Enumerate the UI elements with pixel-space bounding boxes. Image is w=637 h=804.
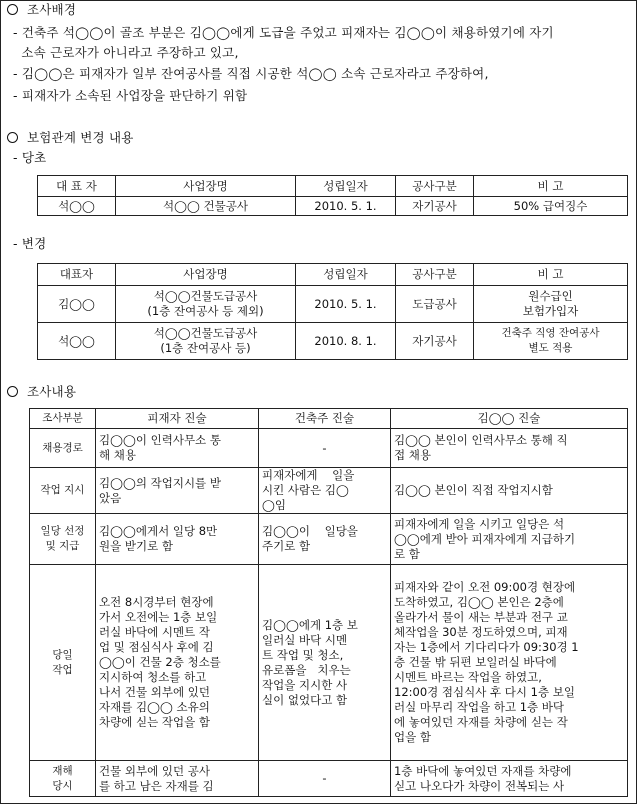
owner-statement-line: 유로폼을 치우는 [262,662,351,677]
kim-statement-line: 업을 함 [394,730,431,744]
cell-row-label [30,565,96,761]
victim-statement-line: 업 및 점심식사 후에 김 [99,640,214,654]
kim-statement-line: 김◯◯ 본인이 인력사무소 통해 직 [394,433,568,447]
cell-kim-statement [391,468,628,514]
remarks-line-2: 보험가입자 [522,304,579,318]
owner-statement-line: 일러실 바닥 시멘 [262,632,348,647]
cell-business-name [116,286,296,323]
owner-statement-line: - [322,440,327,455]
owner-statement-line: 피재자에게 일을 [262,468,355,482]
background-line-4: - 피재자가 소속된 사업장을 판단하기 위함 [13,88,248,103]
owner-statement-line: ◯임 [262,498,286,512]
remarks-line-2: 별도 적용 [528,342,573,354]
row-label-line: 일당 선정 [40,525,85,537]
row-label-line: 작업 [52,663,73,676]
owner-statement-line: 트 작업 및 청소, [262,647,344,662]
table-row [38,286,628,323]
victim-statement-line: 를 하고 남은 자재를 김 [99,778,214,793]
table-header-row [30,409,628,429]
victim-statement-line: 차량에 싣는 작업을 함 [99,715,210,729]
cell-owner-statement [259,565,391,761]
cell-construction-type: 도급공사 [396,286,474,323]
victim-statement-line: 해 채용 [99,448,136,462]
cell-owner-statement [259,514,391,565]
owner-statement-line: 작업을 지시한 사 [262,677,348,692]
cell-remarks: 50% 급여징수 [474,197,628,216]
owner-statement-line: 김◯◯이 일당을 [262,524,358,538]
owner-statement-line: 시킨 사람은 김◯ [262,483,349,497]
cell-victim-statement [96,565,259,761]
kim-statement-line: 에 놓여있던 자재를 차량에 싣는 작 [394,715,568,729]
cell-victim-statement [96,468,259,514]
header-representative: 대 표 자 [38,176,116,197]
row-label-line: 당시 [52,779,73,792]
business-name-note: (1층 잔여공사 등) [160,341,251,355]
header-investigation-part: 조사부분 [30,409,96,429]
kim-statement-line: 시멘트 바르는 작업을 하였고, [394,670,542,684]
row-label-line: 채용경로 [42,441,83,454]
victim-statement-line: 오전 8시경부터 현장에 [99,595,214,609]
owner-statement-line: 주기로 함 [262,539,311,553]
section-background-heading: 조사배경 [7,2,76,17]
kim-statement-line: 러실 마무리 작업을 하고 1층 바닥 [394,700,565,714]
table-row [30,429,628,468]
kim-statement-line: 도착하였고, 김◯◯ 본인은 2층에 [394,595,564,609]
kim-statement-line: 피재자와 같이 오전 09:00경 현장에 [394,580,576,594]
bullet-circle-icon [7,132,18,143]
kim-statement-line: 김◯◯ 본인이 직접 작업지시함 [394,483,553,497]
header-victim-statement: 피재자 진술 [96,409,259,429]
changed-label: - 변경 [13,236,47,251]
header-kim-statement: 김◯◯ 진술 [391,409,628,429]
original-label: - 당초 [13,150,47,165]
cell-kim-statement [391,565,628,761]
victim-statement-line: 김◯◯이 인력사무소 통 [99,433,221,447]
kim-statement-line: 싣고 나오다가 차량이 전복되는 사 [394,778,565,793]
bullet-circle-icon [7,386,18,397]
victim-statement-line: 나서 건물 외부에 있던 [99,685,210,699]
owner-statement-line: - [322,771,327,785]
kim-statement-line: 자는 1층에서 기다리다가 09:30경 1 [394,640,579,654]
kim-statement-line: 체작업을 30분 정도하였으며, 피재 [394,625,568,639]
row-label-line: 및 지급 [45,540,80,552]
header-establish-date: 성립일자 [296,176,396,197]
cell-row-label [30,468,96,514]
header-business-name: 사업장명 [116,264,296,286]
background-line-3: - 김◯◯은 피재자가 일부 잔여공사를 직접 시공한 석◯◯ 소속 근로자라고 주장하여, [13,66,489,81]
cell-row-label [30,429,96,468]
victim-statement-line: 건물 외부에 있던 공사 [99,763,210,778]
kim-statement-line: 층 건물 밖 뒤편 보일러실 바닥에 [394,655,557,669]
victim-statement-line: ◯◯이 건물 2층 청소를 [99,655,221,669]
header-construction-type: 공사구분 [396,176,474,197]
cell-owner-statement [259,761,391,797]
cell-establish-date: 2010. 5. 1. [296,197,396,216]
cell-remarks [474,323,628,360]
bullet-circle-icon [7,4,18,15]
cell-business-name: 석◯◯ 건물공사 [116,197,296,216]
investigation-table [29,408,628,797]
table-row [30,565,628,761]
table-row [30,761,628,797]
kim-statement-line: 접 채용 [394,448,431,462]
cell-owner-statement [259,429,391,468]
remarks-line-1: 원수급인 [528,289,573,303]
cell-victim-statement [96,429,259,468]
kim-statement-line: 피재자에게 일을 시키고 일당은 석 [394,516,565,531]
table-row [30,514,628,565]
section-insurance-heading: 보험관계 변경 내용 [7,130,134,145]
changed-insurance-table [37,263,628,360]
background-line-2: 소속 근로자가 아니라고 주장하고 있고, [13,45,239,60]
victim-statement-line: 러실 바닥에 시멘트 작 [99,625,210,639]
business-name-line: 석◯◯건물도급공사 [153,326,258,340]
cell-owner-statement [259,468,391,514]
kim-statement-line: 12:00경 점심식사 후 다시 1층 보일 [394,685,575,699]
cell-victim-statement [96,514,259,565]
cell-representative: 석◯◯ [38,323,116,360]
victim-statement-line: 김◯◯에게서 일당 8만 [99,524,218,538]
victim-statement-line: 지시하여 청소를 하고 [99,670,207,684]
cell-construction-type: 자기공사 [396,323,474,360]
header-remarks: 비 고 [474,176,628,197]
table-header-row [38,264,628,286]
kim-statement-line: 로 함 [394,546,420,561]
header-establish-date: 성립일자 [296,264,396,286]
kim-statement-line: 올라가서 물이 새는 부분과 전구 교 [394,610,568,624]
cell-business-name [116,323,296,360]
cell-row-label [30,514,96,565]
background-line-1: - 건축주 석◯◯이 골조 부분은 김◯◯에게 도급을 주었고 피재자는 김◯◯이 채용하였기에 자기 [13,25,554,40]
victim-statement-line: 원을 받기로 함 [99,539,173,553]
cell-kim-statement [391,429,628,468]
cell-construction-type: 자기공사 [396,197,474,216]
kim-statement-line: 1층 바닥에 놓여있던 자재를 차량에 [394,763,572,778]
business-name-note: (1층 잔여공사 등 제외) [147,304,264,318]
business-name-line: 석◯◯건물도급공사 [153,289,258,303]
owner-statement-line: 실이 없었다고 함 [262,692,348,707]
victim-statement-line: 자재를 김◯◯ 소유의 [99,700,210,714]
header-construction-type: 공사구분 [396,264,474,286]
header-representative: 대표자 [38,264,116,286]
original-insurance-table [37,175,628,216]
owner-statement-line: 김◯◯에게 1층 보 [262,617,358,632]
header-remarks: 비 고 [474,264,628,286]
victim-statement-line: 가서 오전에는 1층 보일 [99,610,218,624]
cell-kim-statement [391,761,628,797]
cell-kim-statement [391,514,628,565]
remarks-line-1: 건축주 직영 잔여공사 [501,327,600,339]
header-business-name: 사업장명 [116,176,296,197]
table-header-row [38,176,628,197]
header-owner-statement: 건축주 진술 [259,409,391,429]
cell-establish-date: 2010. 5. 1. [296,286,396,323]
victim-statement-line: 김◯◯의 작업지시를 받 [99,475,221,490]
cell-establish-date: 2010. 8. 1. [296,323,396,360]
row-label-line: 작업 지시 [40,484,85,496]
table-row [30,468,628,514]
cell-representative: 석◯◯ [38,197,116,216]
cell-row-label [30,761,96,797]
row-label-line: 재해 [52,764,73,777]
section-investigation-heading: 조사내용 [7,384,76,399]
cell-representative: 김◯◯ [38,286,116,323]
table-row [38,323,628,360]
cell-remarks [474,286,628,323]
row-label-line: 당일 [52,648,73,661]
table-row [38,197,628,216]
victim-statement-line: 았음 [99,490,122,505]
kim-statement-line: ◯◯에게 받아 피재자에게 지급하기 [394,531,576,546]
cell-victim-statement [96,761,259,797]
